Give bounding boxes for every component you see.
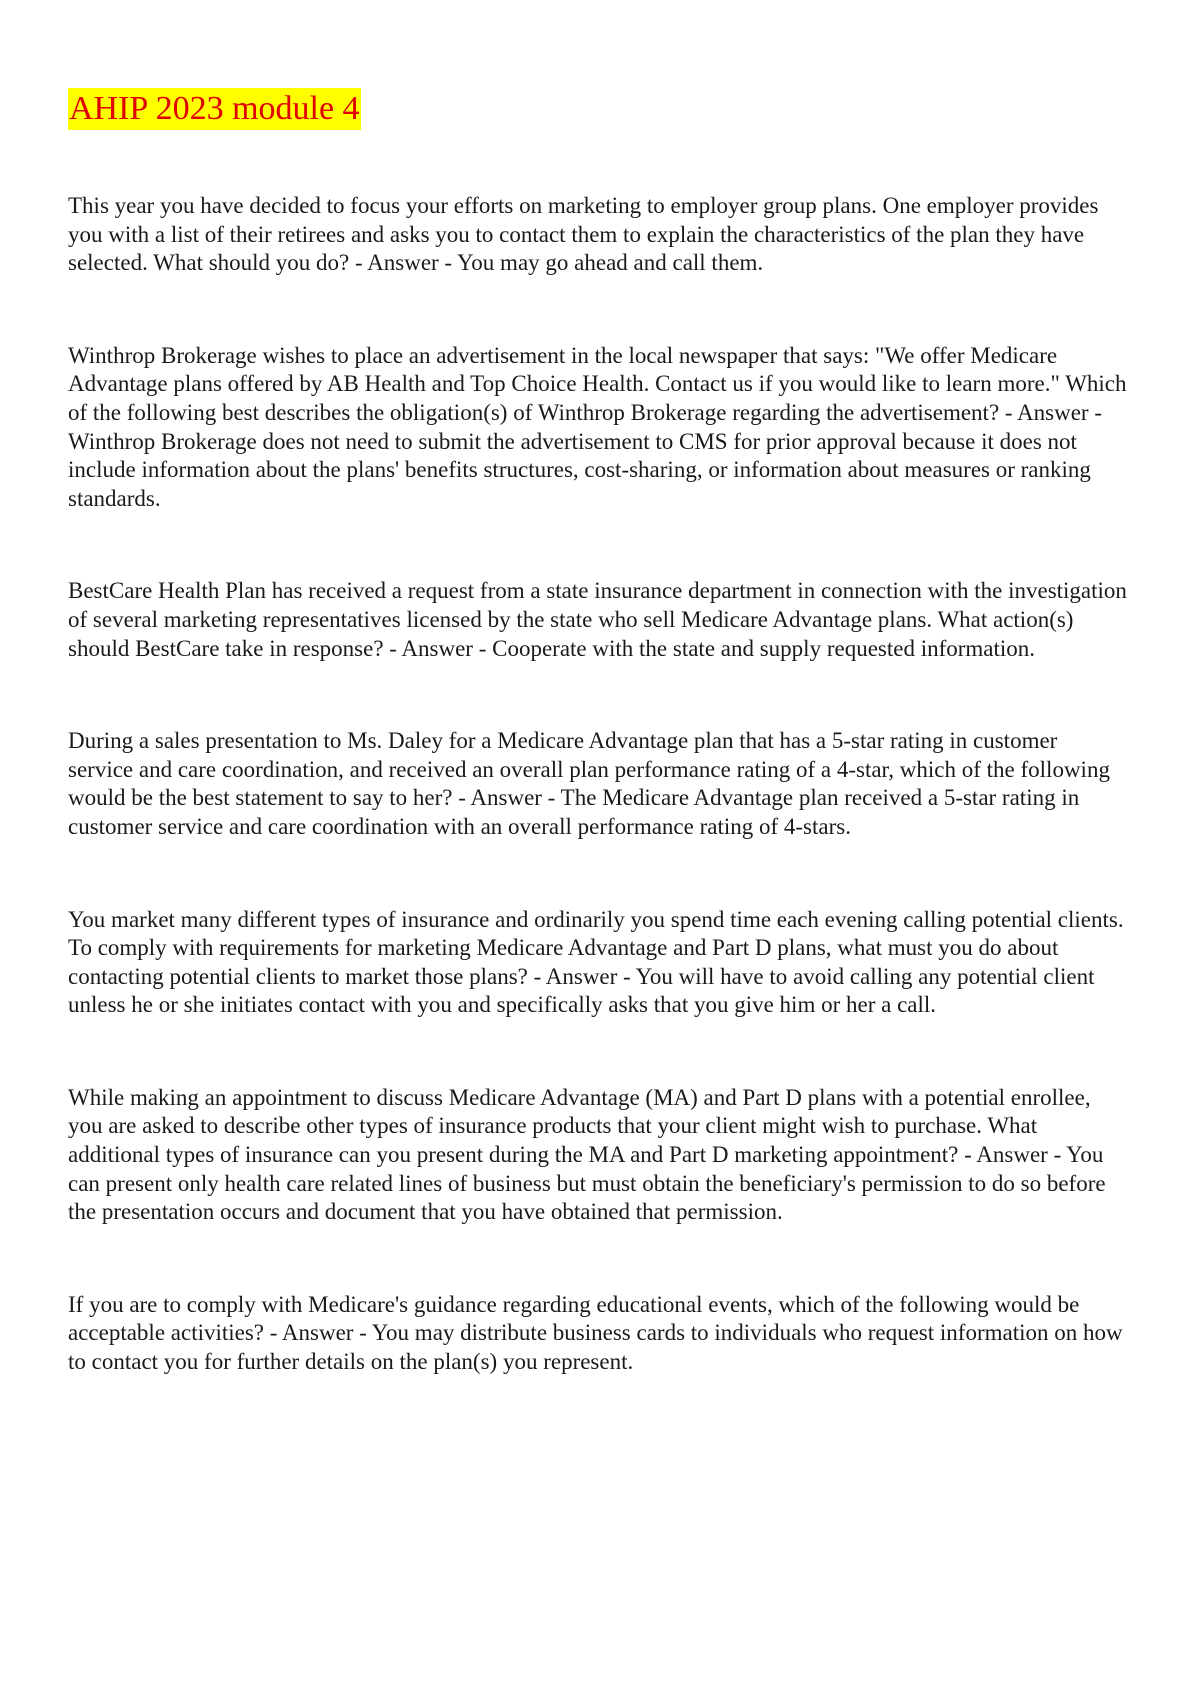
qa-item-3: BestCare Health Plan has received a request from a state insurance department in connection with the investigation of several marketing representatives licensed by the state who sell Medicare Advantage plans. What action(s) should BestCare take in response? - Answer - Cooperate with the state and supply requested information.: [68, 578, 1127, 661]
qa-item-6: While making an appointment to discuss Medicare Advantage (MA) and Part D plans with a potential enrollee, you are asked to describe other types of insurance products that your client might wish to purchase. What additional types of insurance can you present during the MA and Part D marketing appointment? - Answer - You can present only health care related lines of business but must obtain the beneficiary's permission to do so before the presentation occurs and document that you have obtained that permission.: [68, 1084, 1106, 1225]
document-title: AHIP 2023 module 4: [68, 88, 361, 130]
qa-item-7: If you are to comply with Medicare's guidance regarding educational events, which of the following would be acceptable activities? - Answer - You may distribute business cards to individuals who request information on how to contact you for further details on the plan(s) you represent.: [68, 1291, 1123, 1375]
qa-item-4: During a sales presentation to Ms. Daley for a Medicare Advantage plan that has a 5-star rating in customer service and care coordination, and received an overall plan performance rating of a 4-star, which of the following would be the best statement to say to her? - Answer - The Medicare Advantage plan received a 5-star rating in customer service and care coordination with an overall performance rating of 4-stars.: [68, 728, 1110, 839]
qa-item-5: You market many different types of insurance and ordinarily you spend time each evening calling potential clients. To comply with requirements for marketing Medicare Advantage and Part D plans, what must you do about contacting potential clients to market those plans? - Answer - You will have to avoid calling any potential client unless he or she initiates contact with you and specifically asks that you give him or her a call.: [68, 906, 1124, 1018]
qa-item-1: This year you have decided to focus your efforts on marketing to employer group plans. One employer provides you with a list of their retirees and asks you to contact them to explain the characteristics of the plan they have selected. What should you do? - Answer - You may go ahead and call them.: [68, 193, 1099, 276]
qa-item-2: Winthrop Brokerage wishes to place an advertisement in the local newspaper that says: "We offer Medicare Advantage plans offered by AB Health and Top Choice Health. Contact us if you would like to learn more." Which of the following best describes the obligation(s) of Winthrop Brokerage regarding the advertisement? - Answer - Winthrop Brokerage does not need to submit the advertisement to CMS for prior approval because it does not include information about the plans' benefits structures, cost-sharing, or information about measures or ranking standards.: [68, 342, 1127, 511]
document-page: [68, 88, 1128, 1441]
qa-list: [68, 192, 1128, 1377]
